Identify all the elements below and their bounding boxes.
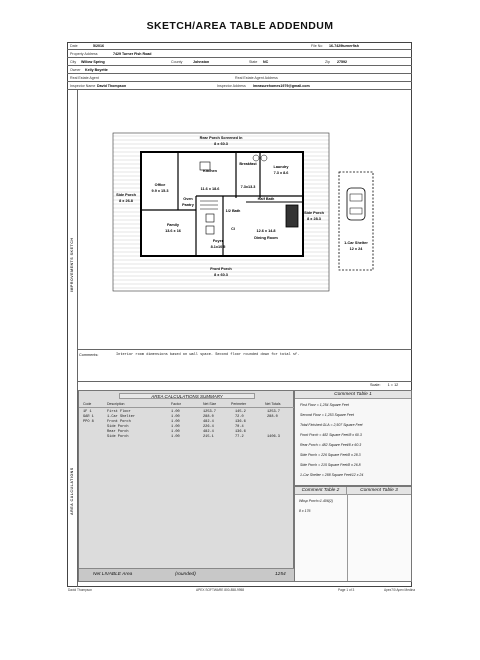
zip-value: 27592 xyxy=(337,60,347,64)
dining-upper-dim: 7.3x13.3 xyxy=(240,185,256,189)
comments-section xyxy=(78,350,412,382)
foyer-dim: 8.1x10.5 xyxy=(210,245,226,249)
row-perim: 72.0 xyxy=(235,415,244,419)
office-label: Office xyxy=(154,183,166,187)
shelter-label: 1-Car Shelter xyxy=(344,241,368,245)
row-desc: Side Porch xyxy=(107,425,129,429)
row-perim: 145.2 xyxy=(235,410,246,414)
net-livable-value: 1254 xyxy=(275,572,286,577)
laundry-label: Laundry xyxy=(273,165,289,169)
col-net-size: Net Size xyxy=(203,402,217,406)
list-item: Side Porch = 226 Square Feet/8 x 28.3 xyxy=(300,453,361,457)
zip-label: Zip xyxy=(325,60,330,64)
row-date xyxy=(67,42,412,50)
row-total: 288.0 xyxy=(267,415,278,419)
col-perimeter: Perimeter xyxy=(231,402,247,406)
shelter-outline xyxy=(339,172,373,270)
list-item: Total Finished GLA = 2,507 Square Feet xyxy=(300,423,363,427)
dining-room-dim: 12.6 x 14.8 xyxy=(256,229,276,233)
property-label: Property Address xyxy=(70,52,98,56)
front-porch-label: Front Porch xyxy=(210,267,232,271)
closet-block xyxy=(286,205,298,227)
area-side-label: AREA CALCULATIONS xyxy=(70,467,74,515)
state-label: State xyxy=(249,60,258,64)
family-dim: 13.6 x 16 xyxy=(165,229,181,233)
foyer-label: Foyer xyxy=(212,239,224,243)
front-porch-dim: 8 x 60.3 xyxy=(214,273,228,277)
row-inspector xyxy=(67,82,412,90)
row-perim: 77.2 xyxy=(235,435,244,439)
row-total: 1253.7 xyxy=(267,410,280,414)
row-owner xyxy=(67,66,412,74)
file-label: File No xyxy=(311,44,323,48)
row-net: 482.4 xyxy=(203,430,214,434)
row-perim: 136.6 xyxy=(235,420,246,424)
inspector-label: Inspector Name xyxy=(70,84,96,88)
list-item: First Floor = 1,254 Square Feet xyxy=(300,403,349,407)
oven-label: Oven xyxy=(183,197,193,201)
row-code: 1F 1 xyxy=(83,410,92,414)
date-label: Date xyxy=(70,44,78,48)
comments-label: Comments: xyxy=(79,353,99,357)
laundry-dim: 7.3 x 8.6 xyxy=(273,171,289,175)
comment-table-1 xyxy=(294,390,412,486)
closet-label: Cl xyxy=(231,227,235,231)
row-agent xyxy=(67,74,412,82)
row-desc: Side Porch xyxy=(107,435,129,439)
row-factor: 1.00 xyxy=(171,420,180,424)
col-code: Code xyxy=(83,402,92,406)
net-rounded-label: (rounded) xyxy=(175,572,196,577)
footer-page: Page 1 of 3 xyxy=(338,588,355,592)
row-net: 215.1 xyxy=(203,435,214,439)
col-net-totals: Net Totals xyxy=(265,402,281,406)
owner-label: Owner xyxy=(70,68,81,72)
agent-address-label: Real Estate Agent Address xyxy=(235,76,278,80)
list-item: Second Floor = 1,253 Square Feet xyxy=(300,413,354,417)
comment-table-1-title: Comment Table 1 xyxy=(295,391,411,399)
dining-room-label: Dining Room xyxy=(254,236,278,240)
comment-table-2-title: Comment Table 2 xyxy=(295,487,347,495)
shelter-dim: 12 x 24 xyxy=(349,247,363,251)
row-factor: 1.00 xyxy=(171,435,180,439)
row-net: 288.0 xyxy=(203,415,214,419)
row-factor: 1.00 xyxy=(171,430,180,434)
page-title: SKETCH/AREA TABLE ADDENDUM xyxy=(146,20,334,32)
date-value: 5/2016 xyxy=(93,44,104,48)
row-desc: Rear Porch xyxy=(107,430,129,434)
side-porch-left-label: Side Porch xyxy=(116,193,136,197)
file-value: 16-7429turnerfish xyxy=(329,44,359,48)
kitchen-label: Kitchen xyxy=(203,169,217,173)
row-total: 1406.3 xyxy=(267,435,280,439)
row-city xyxy=(67,58,412,66)
row-desc: Front Porch xyxy=(107,420,131,424)
inspector-address-value: lmeasurehomes1979@gmail.com xyxy=(253,84,310,88)
row-perim: 70.4 xyxy=(235,425,244,429)
row-property xyxy=(67,50,412,58)
office-dim: 9.9 x 15.3 xyxy=(151,189,169,193)
row-factor: 1.00 xyxy=(171,410,180,414)
col-factor: Factor xyxy=(171,402,181,406)
row-perim: 136.6 xyxy=(235,430,246,434)
rear-porch-dim: 8 x 60.3 xyxy=(214,142,228,146)
inspector-address-label: Inspector Address xyxy=(217,84,246,88)
sketch-side-column xyxy=(67,90,78,382)
county-value: Johnston xyxy=(193,60,210,64)
list-item: 8 x 176 xyxy=(299,509,311,513)
kitchen-dim: 11.6 x 18.6 xyxy=(200,187,220,191)
row-net: 482.4 xyxy=(203,420,214,424)
property-value: 7429 Turner Fish Road xyxy=(113,52,152,56)
city-value: Willow Spring xyxy=(81,60,105,64)
footer-left: David Thompson xyxy=(68,588,93,592)
car-icon xyxy=(347,188,365,220)
comment-table-divider xyxy=(347,495,348,581)
family-label: Family xyxy=(166,223,180,227)
list-item: Rear Porch = 482 Square Feet/8 x 60.3 xyxy=(300,443,362,447)
list-item: Front Porch = 482 Square Feet/8 x 60.3 xyxy=(300,433,362,437)
scale-value: 1 = 12 xyxy=(387,383,399,387)
half-bath-label: Half Bath xyxy=(257,197,275,201)
area-table-title: AREA CALCULATIONS SUMMARY xyxy=(119,393,255,399)
city-label: City xyxy=(70,60,77,64)
comment-table-3-title: Comment Table 3 xyxy=(347,487,411,495)
state-value: NC xyxy=(263,60,269,64)
side-porch-left-dim: 8 x 26.8 xyxy=(119,199,133,203)
list-item: Wksp Porch=1.406(2) xyxy=(299,499,333,503)
owner-value: Kelly Boyette xyxy=(85,68,108,72)
row-code: PPO 8 xyxy=(83,420,94,424)
comments-text: Interior room dimensions based on wall space. Second floor rounded down for total sf. xyxy=(116,353,300,357)
pantry-label: Pantry xyxy=(182,203,194,207)
breakfast-label: Breakfast xyxy=(239,162,257,166)
sketch-area xyxy=(78,106,412,350)
area-calculations-summary xyxy=(78,390,294,582)
bath-label: 1/2 Bath xyxy=(225,209,241,213)
row-desc: 1-Car Shelter xyxy=(107,415,136,419)
col-description: Description xyxy=(107,402,125,406)
inspector-value: David Thompson xyxy=(97,84,127,88)
row-factor: 1.00 xyxy=(171,415,180,419)
side-porch-right-dim: 8 x 28.3 xyxy=(307,217,321,221)
county-label: County xyxy=(171,60,183,64)
side-porch-right-label: Side Porch xyxy=(304,211,324,215)
row-net: 226.4 xyxy=(203,425,214,429)
footer-right: Apex7/0 Apex Medina xyxy=(384,588,416,592)
sketch-side-label: IMPROVEMENTS SKETCH xyxy=(70,237,74,292)
scale xyxy=(370,383,398,387)
list-item: 1-Car Shelter = 288 Square Feet/12 x 24 xyxy=(300,473,364,477)
area-header-divider xyxy=(79,407,295,408)
agent-label: Real Estate Agent xyxy=(70,76,99,80)
scale-label: Scale: xyxy=(370,383,381,387)
net-livable-area-row xyxy=(79,568,295,581)
row-desc: First Floor xyxy=(107,410,131,414)
net-livable-label: Net LIVABLE Area xyxy=(93,572,133,577)
footer-center: APEX SOFTWARE 800-858-9958 xyxy=(196,588,245,592)
list-item: Side Porch = 215 Square Feet/8 x 26.8 xyxy=(300,463,361,467)
row-net: 1253.7 xyxy=(203,410,216,414)
floor-plan-sketch xyxy=(78,106,412,350)
row-code: GAR 1 xyxy=(83,415,94,419)
rear-porch-label: Rear Porch Screened In xyxy=(199,136,243,140)
comment-tables-2-3 xyxy=(294,486,412,582)
row-factor: 1.00 xyxy=(171,425,180,429)
